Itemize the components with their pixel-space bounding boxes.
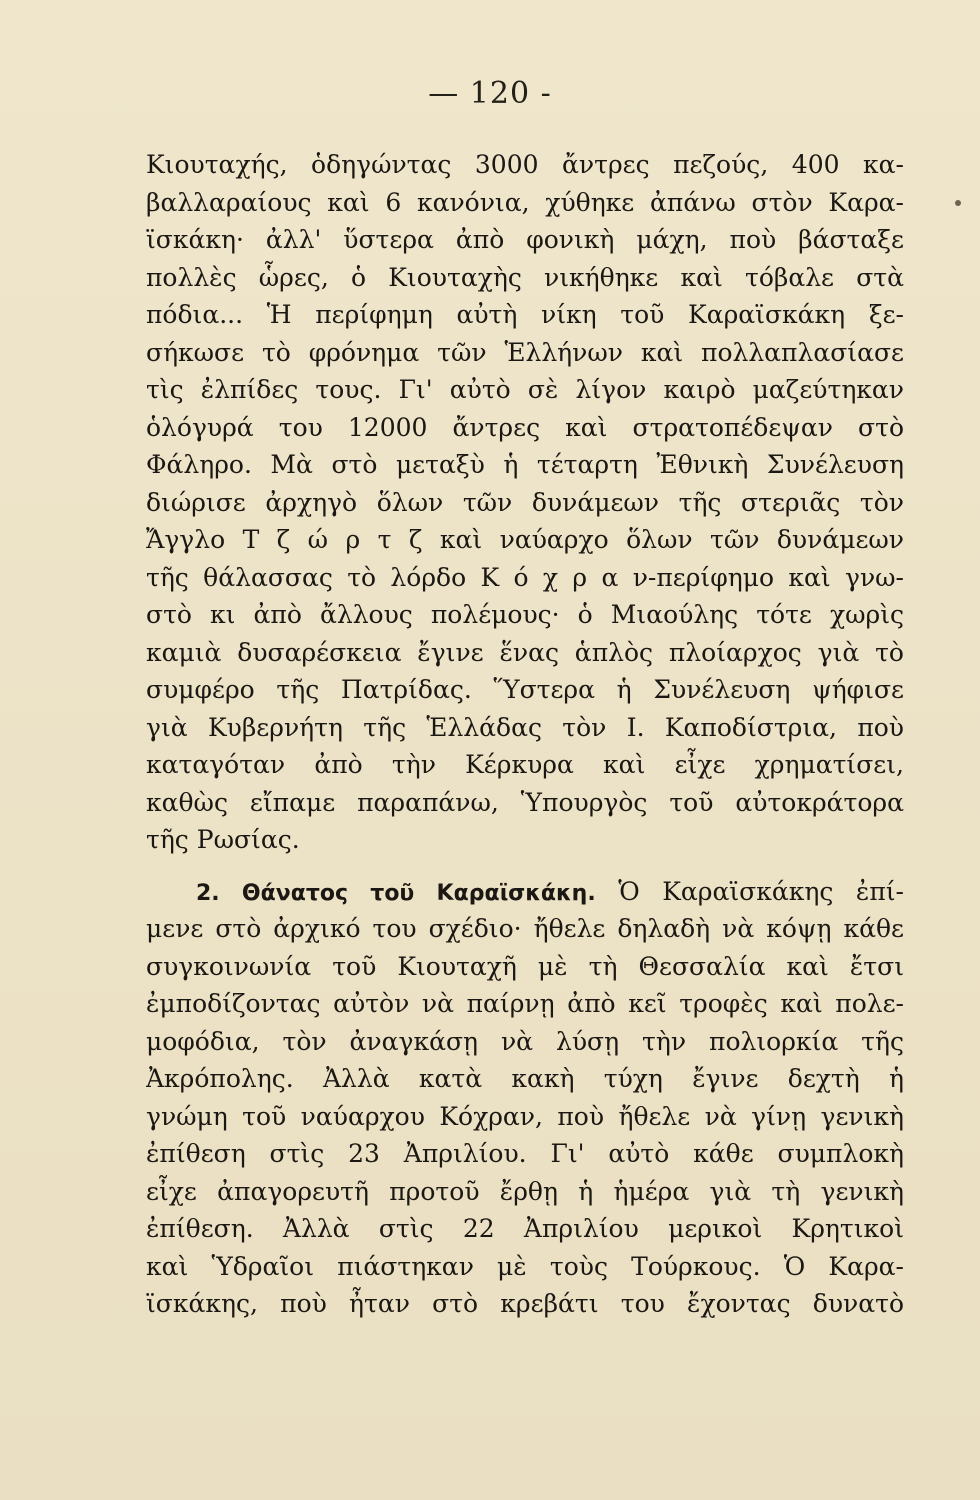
body-text	[146, 146, 904, 1323]
text-line: ὁλόγυρά του 12000 ἄντρες καὶ στρατοπέδεψαν στὸ	[146, 412, 904, 442]
text-line: καὶ Ὑδραῖοι πιάστηκαν μὲ τοὺς Τούρκους. Ὁ Καρα-	[146, 1251, 904, 1281]
paragraph-gap	[146, 859, 904, 873]
margin-mark	[955, 200, 961, 206]
text-line: μοφόδια, τὸν ἀναγκάσῃ νὰ λύσῃ τὴν πολιορκία τῆς	[146, 1026, 904, 1056]
paragraph-2	[146, 873, 904, 1323]
text-line: μενε στὸ ἀρχικό του σχέδιο· ἤθελε δηλαδὴ νὰ κόψῃ κάθε	[146, 914, 904, 943]
section-first-line	[146, 873, 904, 911]
text-line: τῆς θάλασσας τὸ λόρδο Κ ό χ ρ α ν-περίφημο καὶ γνω-	[146, 562, 904, 592]
text-line: στὸ κι ἀπὸ ἄλλους πολέμους· ὁ Μιαούλης τότε χωρὶς	[146, 600, 904, 629]
text-line: συμφέρο τῆς Πατρίδας. Ὕστερα ἡ Συνέλευση ψήφισε	[146, 675, 904, 704]
text-line: Κιουταχής, ὁδηγώντας 3000 ἄντρες πεζούς, 400 κα-	[146, 150, 904, 179]
text-line: τῆς Ρωσίας.	[146, 825, 300, 854]
paragraph-1	[146, 146, 904, 859]
text-line: βαλλαραίους καὶ 6 κανόνια, χύθηκε ἀπάνω στὸν Καρα-	[146, 187, 904, 217]
text-line: διώρισε ἀρχηγὸ ὅλων τῶν δυνάμεων τῆς στεριᾶς τὸν	[146, 487, 904, 517]
text-line: ἐπίθεση. Ἀλλὰ στὶς 22 Ἀπριλίου μερικοὶ Κρητικοὶ	[146, 1214, 904, 1243]
text-line: καθὼς εἴπαμε παραπάνω, Ὑπουργὸς τοῦ αὐτοκράτορα	[146, 787, 904, 817]
text-line: Ἀκρόπολης. Ἀλλὰ κατὰ κακὴ τύχη ἔγινε δεχτὴ ἡ	[146, 1064, 904, 1093]
text-line: γνώμη τοῦ ναύαρχου Κόχραν, ποὺ ἤθελε νὰ γίνῃ γενικὴ	[146, 1101, 904, 1131]
text-line: ϊσκάκης, ποὺ ἦταν στὸ κρεβάτι του ἔχοντας δυνατὸ	[146, 1289, 904, 1318]
text-line: συγκοινωνία τοῦ Κιουταχῆ μὲ τὴ Θεσσαλία καὶ ἔτσι	[146, 951, 904, 981]
text-line: καμιὰ δυσαρέσκεια ἔγινε ἕνας ἁπλὸς πλοίαρχος γιὰ τὸ	[146, 637, 904, 667]
text-line: Φάληρο. Μὰ στὸ μεταξὺ ἡ τέταρτη Ἐθνικὴ Συνέλευση	[146, 450, 904, 479]
text-line: Ἄγγλο Τ ζ ώ ρ τ ζ καὶ ναύαρχο ὅλων τῶν δυνάμεων	[146, 525, 904, 554]
text-line-rest: Ὁ Καραϊσκάκης ἐπί-	[618, 876, 904, 906]
text-line: πολλὲς ὧρες, ὁ Κιουταχὴς νικήθηκε καὶ τόβαλε στὰ	[146, 262, 904, 292]
text-line: ϊσκάκη· ἀλλ' ὕστερα ἀπὸ φονικὴ μάχη, ποὺ βάσταξε	[146, 225, 904, 254]
section-heading: 2. Θάνατος τοῦ Καραϊσκάκη.	[196, 880, 596, 906]
text-line: σήκωσε τὸ φρόνημα τῶν Ἑλλήνων καὶ πολλαπλασίασε	[146, 337, 904, 367]
text-line: πόδια... Ἡ περίφημη αὐτὴ νίκη τοῦ Καραϊσκάκη ξε-	[146, 300, 904, 329]
text-line: ἐμποδίζοντας αὐτὸν νὰ παίρνῃ ἀπὸ κεῖ τροφὲς καὶ πολε-	[146, 989, 904, 1018]
text-line: γιὰ Κυβερνήτη τῆς Ἑλλάδας τὸν Ι. Καποδίστρια, ποὺ	[146, 712, 904, 742]
page-number: — 120 -	[428, 76, 552, 111]
text-line: καταγόταν ἀπὸ τὴν Κέρκυρα καὶ εἶχε χρηματίσει,	[146, 750, 904, 779]
text-line: ἐπίθεση στὶς 23 Ἀπριλίου. Γι' αὐτὸ κάθε συμπλοκὴ	[146, 1139, 904, 1168]
text-line: εἶχε ἀπαγορευτῆ προτοῦ ἔρθῃ ἡ ἡμέρα γιὰ τὴ γενικὴ	[146, 1176, 904, 1206]
text-line: τὶς ἐλπίδες τους. Γι' αὐτὸ σὲ λίγον καιρὸ μαζεύτηκαν	[146, 375, 904, 404]
